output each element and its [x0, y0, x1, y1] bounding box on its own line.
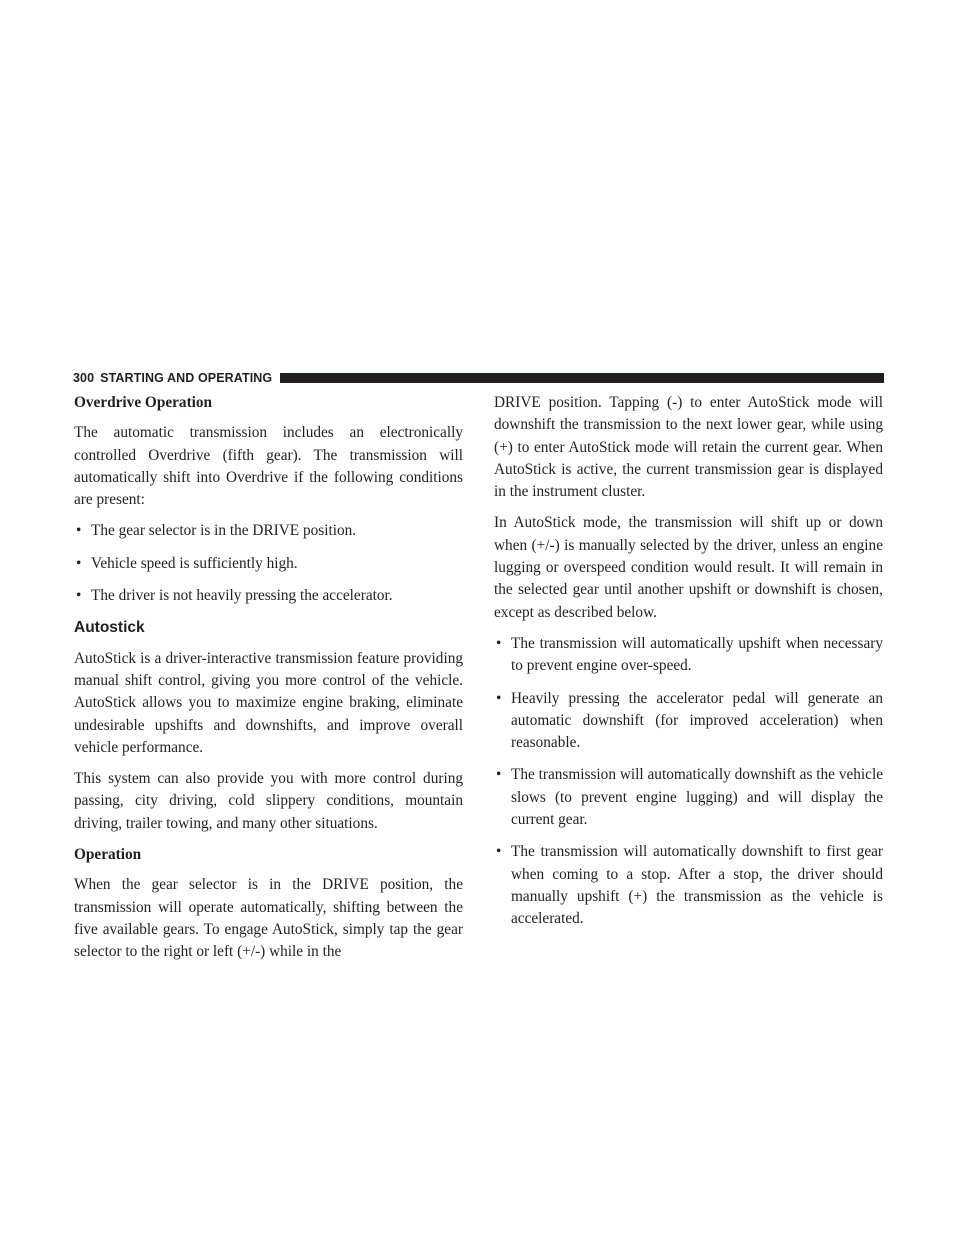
heading-overdrive-operation: Overdrive Operation	[74, 394, 213, 411]
section-title: STARTING AND OPERATING	[100, 371, 273, 385]
paragraph-operation-continued: DRIVE position. Tapping (-) to enter AutoStick mode will downshift the transmission to the next lower gear, while using (+) to enter AutoStick mode will retain the current gear. When AutoStick is active, the current transmission gear is displayed in the instrument cluster.	[494, 394, 883, 501]
page-header	[73, 368, 884, 388]
heading-operation: Operation	[74, 846, 142, 864]
list-item: • Heavily pressing the accelerator pedal will generate an automatic downshift (for improved acceleration) when reasonable.	[494, 688, 883, 755]
header-rule	[280, 373, 884, 383]
left-column	[74, 392, 463, 973]
list-item: • The transmission will automatically downshift to first gear when coming to a stop. After a stop, the driver should manually upshift (+) the transmission as the vehicle is accelerated.	[494, 841, 883, 930]
list-item: • Vehicle speed is sufficiently high.	[74, 553, 463, 575]
heading-autostick: Autostick	[74, 619, 145, 637]
paragraph-overdrive: The automatic transmission includes an electronically controlled Overdrive (fifth gear). The transmission will automatically shift into Overdrive if the following conditions are present:	[74, 424, 463, 509]
list-item: • The transmission will automatically upshift when necessary to prevent engine over-speed.	[494, 633, 883, 678]
page-number: 300	[73, 371, 95, 385]
paragraph-autostick-control: This system can also provide you with more control during passing, city driving, cold slippery conditions, mountain driving, trailer towing, and many other situations.	[74, 770, 463, 832]
paragraph-autostick-intro: AutoStick is a driver-interactive transmission feature providing manual shift control, giving you more control of the vehicle. AutoStick allows you to maximize engine braking, eliminate undesirable upshifts and downshifts, and improve overall vehicle performance.	[74, 649, 463, 756]
overdrive-conditions-list	[74, 520, 463, 607]
list-item: • The gear selector is in the DRIVE position.	[74, 520, 463, 542]
autostick-behavior-list	[494, 633, 883, 931]
paragraph-operation: When the gear selector is in the DRIVE position, the transmission will operate automatically, shifting between the five available gears. To engage AutoStick, simply tap the gear selector to the right or left (+/-) while in the	[74, 876, 463, 961]
list-item: • The transmission will automatically downshift as the vehicle slows (to prevent engine lugging) and will display the current gear.	[494, 764, 883, 831]
list-item: • The driver is not heavily pressing the accelerator.	[74, 585, 463, 607]
paragraph-autostick-mode: In AutoStick mode, the transmission will shift up or down when (+/-) is manually selected by the driver, unless an engine lugging or overspeed condition would result. It will remain in the selected gear until another upshift or downshift is chosen, except as described below.	[494, 514, 883, 621]
right-column	[494, 392, 883, 941]
